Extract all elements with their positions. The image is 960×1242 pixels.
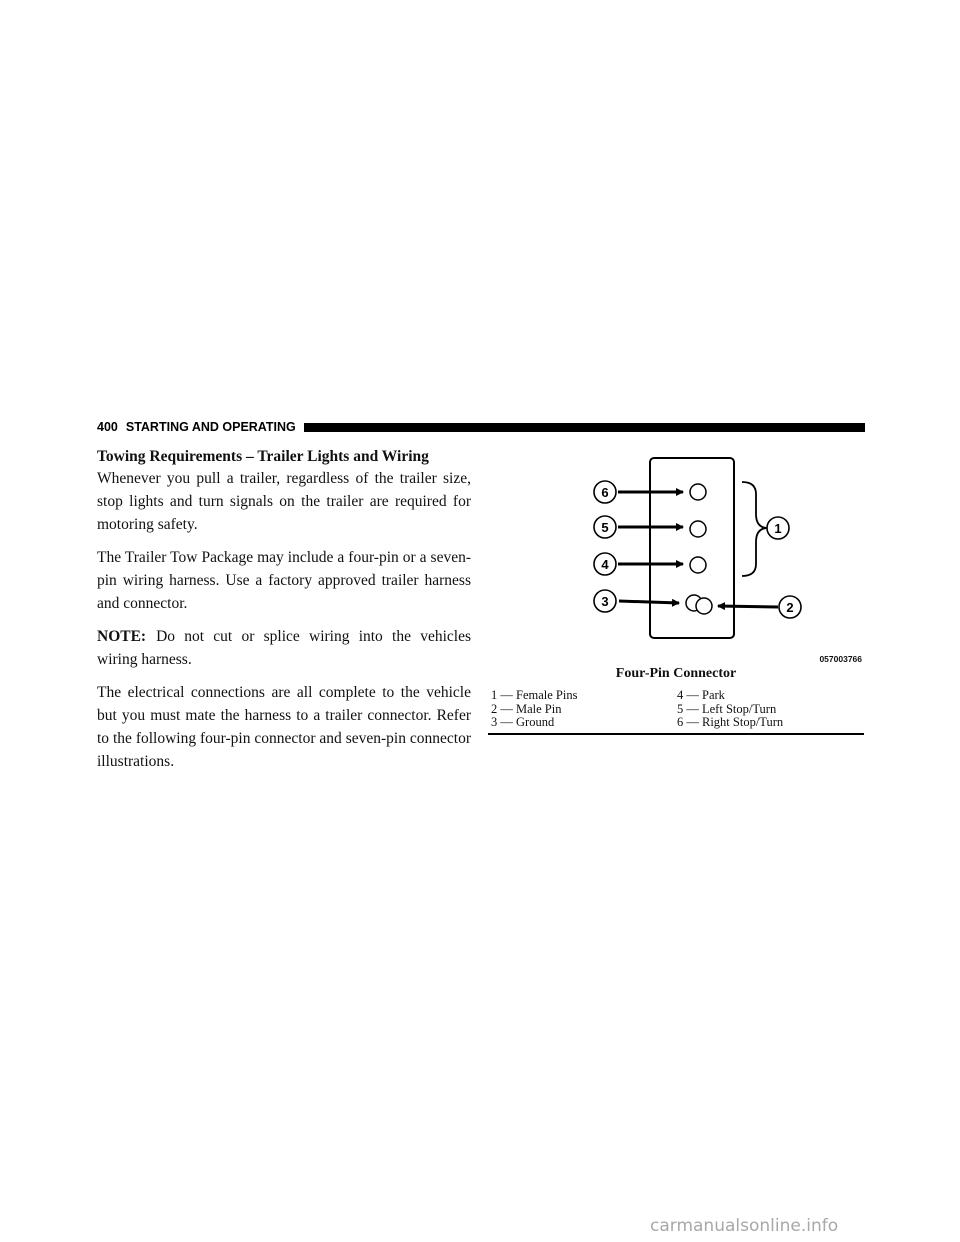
pin-5 [690,521,706,537]
page-number: 400 [97,420,118,434]
arrow-3 [619,601,679,603]
callout-3: 3 [601,594,609,609]
body-text [97,446,471,783]
footer-watermark: carmanualsonline.info [650,1216,839,1236]
figure-code: 057003766 [819,654,862,664]
legend-item: 1 — Female Pins [491,688,578,702]
callout-6: 6 [601,485,609,500]
legend-item: 2 — Male Pin [491,701,562,716]
arrow-2 [718,606,778,607]
paragraph-2: The Trailer Tow Package may include a four-pin or a seven-pin wiring harness. Use a factory approved trailer harness and connector. [97,549,471,612]
legend-item: 6 — Right Stop/Turn [677,715,784,729]
legend-rule [488,733,864,735]
callout-4: 4 [601,557,609,572]
female-pins-bracket [742,482,768,576]
callout-5: 5 [601,520,609,535]
four-pin-connector-figure [488,452,864,664]
note-paragraph [97,625,471,671]
paragraph-1: Whenever you pull a trailer, regardless of the trailer size, stop lights and turn signals on the trailer are required for motoring safety. [97,470,471,533]
connector-diagram [488,452,864,664]
pin-2-male [696,598,712,614]
callout-2: 2 [786,600,794,615]
legend-item: 5 — Left Stop/Turn [677,701,777,716]
callout-1: 1 [774,521,782,536]
note-label: NOTE: [97,628,147,645]
section-title: STARTING AND OPERATING [125,420,296,434]
paragraph-3: The electrical connections are all complete to the vehicle but you must mate the harness to a trailer connector. Refer to the following four-pin connector and seven-pin connector illustrations. [97,684,471,770]
figure-legend [491,689,864,730]
pin-4 [690,557,706,573]
figure-caption: Four-Pin Connector [615,666,737,681]
section-heading: Towing Requirements – Trailer Lights and Wiring [97,448,429,465]
legend-item: 3 — Ground [491,715,555,729]
legend-item: 4 — Park [677,688,725,702]
page-header [97,419,865,435]
header-rule [304,423,865,432]
pin-6 [690,484,706,500]
note-text: Do not cut or splice wiring into the vehicles wiring harness. [97,628,471,668]
